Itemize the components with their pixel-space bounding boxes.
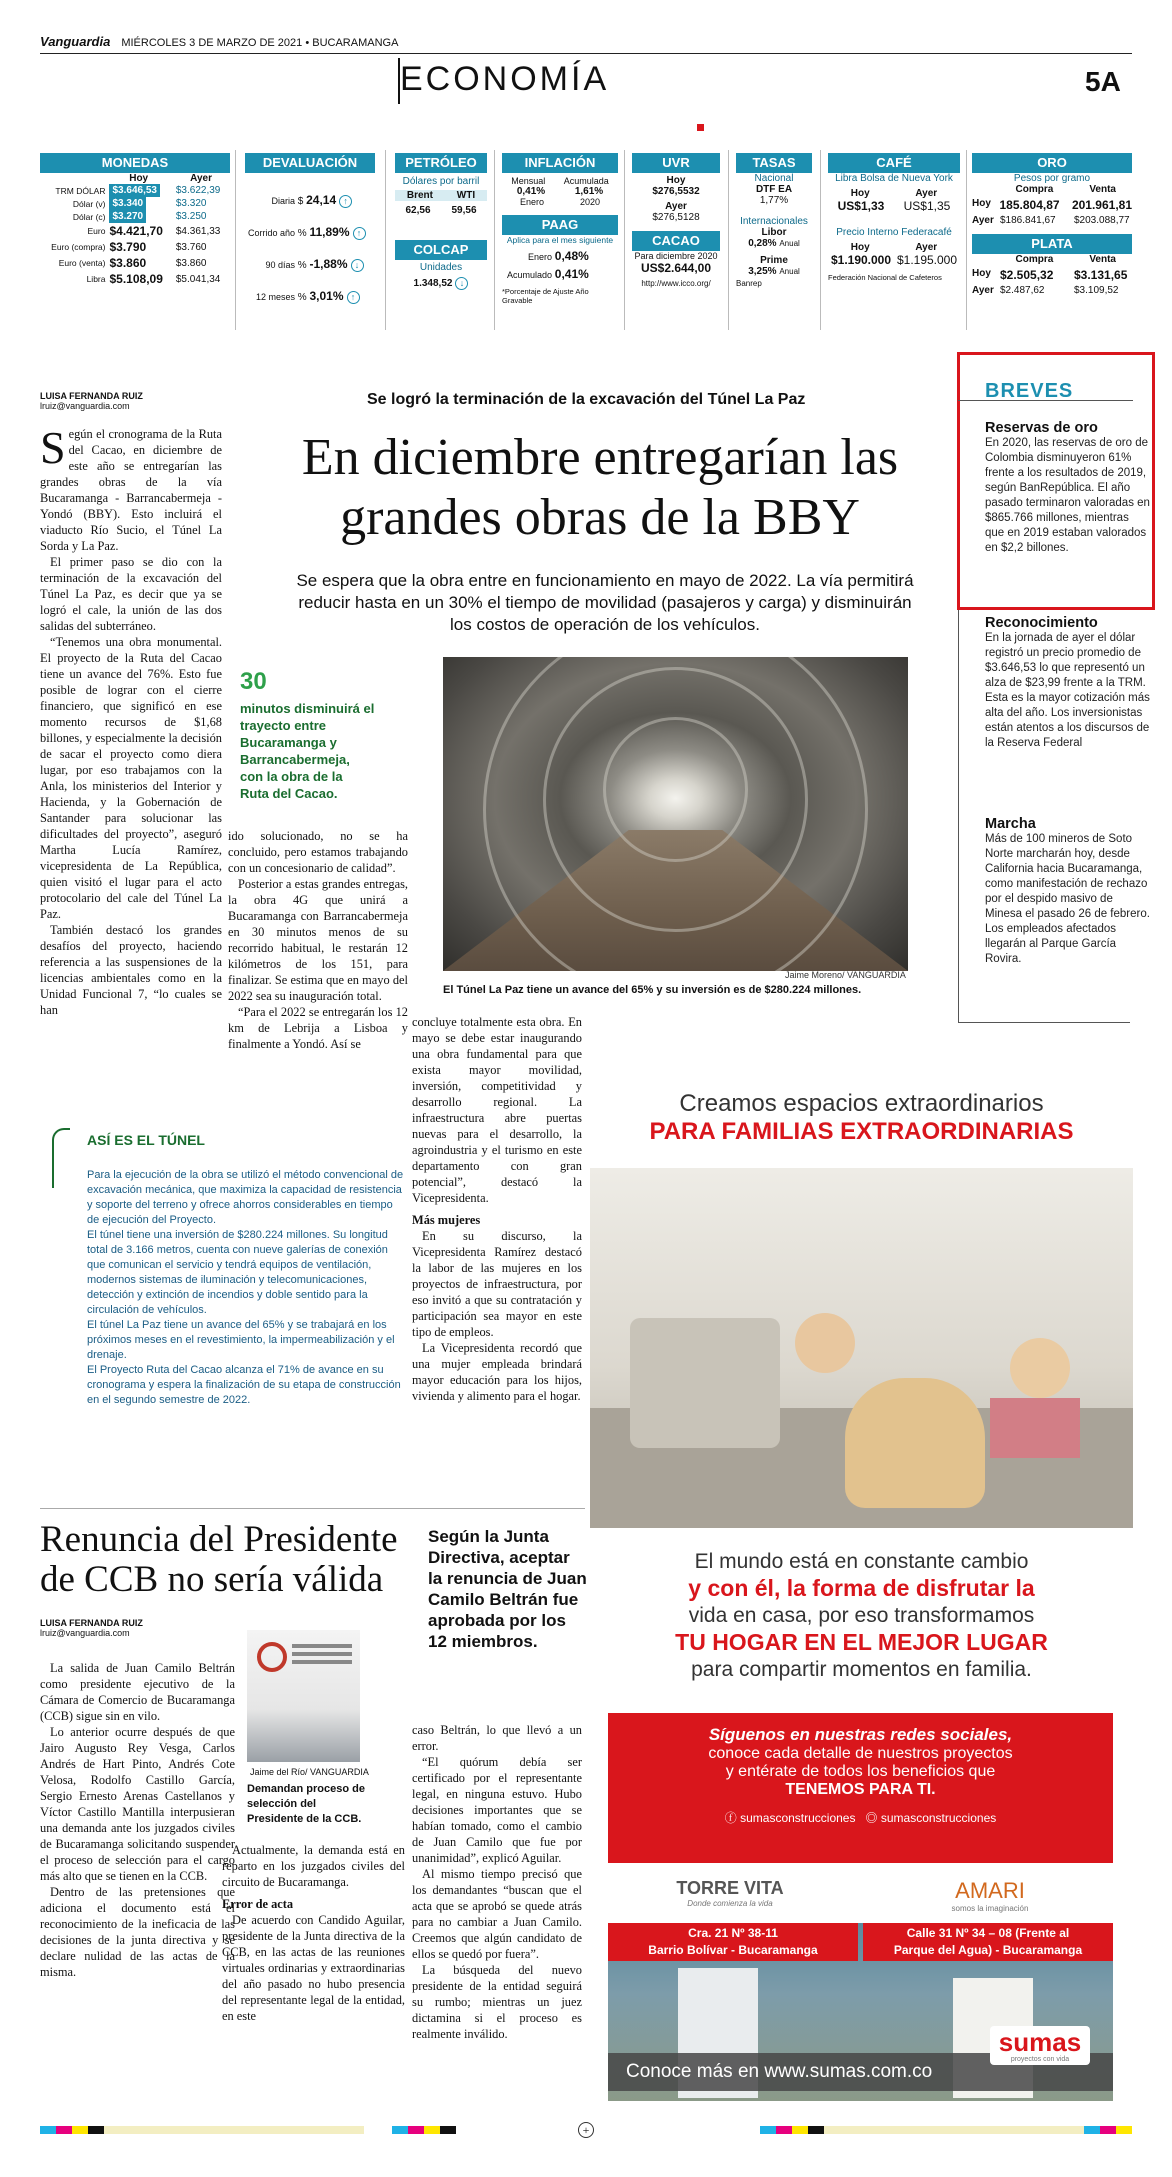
photo-caption: El Túnel La Paz tiene un avance del 65% y su inversión es de $280.224 millones. (443, 984, 862, 996)
color-bar (56, 2126, 72, 2134)
inflacion-header: INFLACIÓN (502, 153, 618, 173)
color-bar (824, 2126, 1084, 2134)
ad-social-banner: Síguenos en nuestras redes sociales, conoce cada detalle de nuestros proyectos y entérate de todos los beneficios que TENEMOS PARA TI. ⓕ sumasconstrucciones ◎ sumasconstrucciones (608, 1713, 1113, 1863)
devaluacion-header: DEVALUACIÓN (245, 153, 375, 173)
brand-torre-vita: TORRE VITA Donde comienza la vida (676, 1878, 784, 1908)
article2-headline: Renuncia del Presidente de CCB no sería válida (40, 1519, 398, 1600)
subtitle: Error de acta (222, 1897, 294, 1911)
inflacion-table: INFLACIÓN Mensual Acumulada 0,41% 1,61% Enero 2020 PAAG Aplica para el mes siguiente Enero 0,48% Acumulado 0,41% *Porcentaje de Ajuste Año Gravable (502, 153, 618, 305)
sumas-logo: sumas proyectos con vida (990, 2026, 1090, 2065)
color-bar (792, 2126, 808, 2134)
column-divider (624, 150, 625, 330)
page-number: 5A (1085, 66, 1121, 97)
column-divider (820, 150, 821, 330)
drop-cap: S (40, 422, 66, 473)
ad-headline: Creamos espacios extraordinarios (679, 1090, 1044, 1117)
oro-table: ORO Pesos por gramo Compra Venta Hoy 185.804,87 201.961,81 Ayer $186.841,67 $203.088,77 PLATA Compra Venta Hoy $2.505,32 $3.131,65 Ayer $2.487,62 $3.109,52 (972, 155, 1132, 296)
table-row: Euro (venta) $3.860 $3.860 (58, 256, 207, 270)
monedas-table (40, 153, 230, 287)
breves-bottom-rule (958, 1022, 1130, 1023)
cafe-header: CAFÉ (828, 153, 960, 173)
sidebar-title: ASÍ ES EL TÚNEL (87, 1132, 205, 1148)
tunnel-ring (483, 657, 868, 971)
tunnel-photo (443, 657, 908, 971)
cafe-table: CAFÉ Libra Bolsa de Nueva York Hoy Ayer US$1,33 US$1,35 Precio Interno Federacafé Hoy Ayer $1.190.000 $1.195.000 Federación Nacional de Cafeteros (828, 153, 960, 282)
photo-caption: Demandan proceso de selección del Presidente de la CCB. (247, 1783, 365, 1825)
column-divider (966, 150, 967, 330)
uvr-header: UVR (632, 153, 720, 173)
color-bar (72, 2126, 88, 2134)
uvr-table: UVR Hoy $276,5532 Ayer $276,5128 CACAO Para diciembre 2020 US$2.644,00 http://www.icco.org/ (632, 153, 720, 288)
brief-item: Marcha Más de 100 mineros de Soto Norte marcharán hoy, desde California hacia Bucaramanga, como manifestación de rechazo por el despido masivo de Minesa el pasado 26 de febrero. Los empleados afectados llegarán al Parque García Rovira. (985, 816, 1150, 965)
article-column-2: ido solucionado, no se ha concluido, pero estamos trabajando con un concesionario de calidad”. Posterior a estas grandes entregas, la obra 4G que unirá a Bucaramanga con Barrancabermeja en 30 minutos menos de su recorrido habitual, le restarán 12 kilómetros de los 151, para finalizar. Se estima que en mayo del 2022 sea su inauguración total. “Para el 2022 se entregarán los 12 km de Lebrija a Lisboa y finalmente a Yondó. Así se (228, 829, 408, 1051)
decorative-dot (697, 124, 704, 131)
social-instagram[interactable]: sumasconstrucciones (880, 1811, 997, 1825)
color-bar (104, 2126, 364, 2134)
article2-column-1: La salida de Juan Camilo Beltrán como presidente ejecutivo de la Cámara de Comercio de Bucaramanga (CCB) sigue sin en vilo. Lo anterior ocurre después de que Jairo Augusto Rey Vesga, Carlos Andrés de Hart Pinto, Andrés Cote Velosa, Rodolfo Castillo García, Sergio Ernesto Arenas Castellanos y Víctor Castillo Mantilla interpusieran una demanda ante los juzgados civiles de Bucaramanga solicitando suspender el proceso de selección para el cargo más alto que se tienen en la CCB. Dentro de las pretensiones que adiciona el documento está el reconocimiento de la ineficacia de las decisiones de la junta directiva y se declare nulidad de las actas de la misma. (40, 1661, 235, 1979)
cacao-header: CACAO (632, 231, 720, 251)
arrow-down-icon: ↓ (351, 259, 364, 272)
stat-number: 30 (240, 668, 267, 695)
breves-title: BREVES (985, 380, 1074, 402)
column-divider (385, 150, 386, 330)
colcap-header: COLCAP (395, 240, 487, 260)
column-divider (494, 150, 495, 330)
table-row: Libra $5.108,09 $5.041,34 (86, 272, 221, 286)
color-bar (760, 2126, 776, 2134)
paag-header: PAAG (502, 215, 618, 235)
article2-column-2: Actualmente, la demanda está en reparto en los juzgados civiles del circuito de Bucaramanga. Error de acta De acuerdo con Candido Aguilar, presidente de la Junta directiva de la CCB, en las actas de las reuniones virtuales ordinarias y extraordinarias del año pasado no hubo presencia del representante legal de la entidad, en este (222, 1843, 405, 2023)
byline: LUISA FERNANDA RUIZ lruiz@vanguardia.com (40, 391, 143, 411)
color-bar (1084, 2126, 1100, 2134)
monedas-header: MONEDAS (40, 153, 230, 173)
address-1: Cra. 21 Nº 38-11 Barrio Bolívar - Bucaramanga (608, 1923, 858, 1961)
color-bar (808, 2126, 824, 2134)
section-rule (40, 1508, 585, 1509)
table-row: Dólar (c) $3.270 $3.250 (72, 211, 207, 222)
photo-credit: Jaime del Río/ VANGUARDIA (250, 1767, 369, 1777)
color-bar (392, 2126, 408, 2134)
table-row: Dólar (v) $3.340 $3.320 (72, 198, 207, 209)
monedas-rows (40, 184, 230, 287)
article2-column-3: caso Beltrán, lo que llevó a un error. “El quórum debía ser certificado por el representante legal, en ninguna estuvo. Hubo decisiones importantes que se habían tomado, como el cambio de Juan Camilo que fue por unanimidad”, explicó Aguilar. Al mismo tiempo precisó que los demandantes “buscan que el acta que se aprobó se quede atrás para no cambiar a Juan Camilo. Creemos que algún candidato de ellos se quedó por fuera”. La búsqueda del nuevo presidente de la entidad seguirá su rumbo; mientras un juez dictamina si el proceso es realmente inválido. (412, 1723, 582, 2041)
table-row: Euro (compra) $3.790 $3.760 (51, 240, 207, 254)
arrow-down-icon: ↓ (455, 277, 468, 290)
article-headline: En diciembre entregarían las grandes obras de la BBY (301, 429, 899, 546)
ad-child (795, 1313, 855, 1373)
sidebar-bracket (52, 1128, 70, 1188)
color-bar (424, 2126, 440, 2134)
color-bar (776, 2126, 792, 2134)
arrow-up-icon: ↑ (353, 227, 366, 240)
petroleo-header: PETRÓLEO (395, 153, 487, 173)
registration-mark-icon: + (578, 2122, 594, 2138)
subtitle: Más mujeres (412, 1213, 481, 1227)
ccb-sign (292, 1652, 352, 1656)
newspaper-brand: Vanguardia (40, 34, 111, 49)
table-row: TRM DÓLAR $3.646,53 $3.622,39 (55, 185, 221, 196)
plata-header: PLATA (972, 234, 1132, 254)
ad-family-photo (590, 1168, 1133, 1528)
article-column-1: S egún el cronograma de la Ruta del Cacao, en diciembre de este año se entregarían las grandes obras de la vía Bucaramanga - Barrancabermeja - Yondó (BBY). Esto incluirá el viaducto Río Sucio, el Túnel La Sorda y La Paz. El primer paso se dio con la terminación de la excavación del Túnel La Paz, es decir que ya se logró el cale, la unión de las dos salidas del subterráneo. “Tenemos una obra monumental. El proyecto de la Ruta del Cacao tiene un avance del 76%. Esto fue posible de lograr con el cierre financiero, que significó en ese momento recursos de $1,68 billones, y especialmente la decisión de sacar el proyecto como diera lugar, por eso trabajamos con la Anla, los ministerios del Interior y Hacienda, y la Gobernación de Santander para solucionar las dificultades del proyecto”, aseguró Martha Lucía Ramírez, vicepresidenta de La República, quien visitó el lugar para el acto protocolario del cale del Túnel La Paz. También destacó los grandes desafíos del proyecto, haciendo referencia a las suspensiones de la licencias ambientales como en la Unidad Funcional 7, “lo cuales se han (40, 422, 222, 1017)
sidebar-body: Para la ejecución de la obra se utilizó el método convencional de excavación mecánica, que maximiza la capacidad de resistencia y soporte del terreno y ofrece ahorros considerables en tiempo de ejecución del Proyecto. El túnel tiene una inversión de $280.224 millones. Su longitud total de 3.166 metros, cuenta con nueve galerías de conexión que comunican el servicio y tendrá equipos de ventilación, modernos sistemas de iluminación y telecomunicaciones, detección y extinción de incendios y doble sentido para la circulación de vehículos. El túnel La Paz tiene un avance del 65% y se trabajará en los próximos meses en el revestimiento, la impermeabilización y el drenaje. El Proyecto Ruta del Cacao alcanza el 71% de avance en su cronograma y espera la finalización de su etapa de construcción en el segundo semestre de 2022. (87, 1169, 404, 1406)
ccb-logo (257, 1642, 287, 1672)
column-divider (728, 150, 729, 330)
monedas-col-hoy: Hoy (129, 173, 149, 184)
arrow-up-icon: ↑ (339, 195, 352, 208)
facebook-icon: ⓕ (724, 1811, 737, 1825)
color-bar (1116, 2126, 1132, 2134)
brand-amari: AMARI somos la imaginación (951, 1878, 1029, 1913)
arrow-up-icon: ↑ (347, 291, 360, 304)
color-bar (408, 2126, 424, 2134)
oro-header: ORO (972, 153, 1132, 173)
devaluacion-row: Corrido año % 11,89% ↑ (245, 217, 375, 249)
table-row: Euro $4.421,70 $4.361,33 (87, 224, 221, 238)
color-bar (440, 2126, 456, 2134)
tasas-header: TASAS (736, 153, 812, 173)
ad-sofa (630, 1318, 780, 1448)
ad-dog (845, 1378, 985, 1508)
brief-item: Reservas de oro En 2020, las reservas de oro de Colombia disminuyeron 61% frente a los resultados de 2019, según BanRepública. El año pasado terminaron valoradas en $865.766 millones, mientras que en 2019 estaban valorados en $2,2 billones. (985, 420, 1150, 554)
ccb-sign (292, 1660, 352, 1664)
ccb-building-photo (247, 1630, 360, 1762)
advertisement[interactable] (590, 1068, 1133, 2088)
ad-message: El mundo está en constante cambio y con él, la forma de disfrutar la vida en casa, por eso transformamos TU HOGAR EN EL MEJOR LUGAR para compartir momentos en familia. (675, 1550, 1048, 1681)
section-title: ECONOMÍA (400, 60, 610, 98)
column-divider (235, 150, 236, 330)
ad-child (1010, 1338, 1070, 1398)
address-2: Calle 31 Nº 34 – 08 (Frente al Parque del Agua) - Bucaramanga (863, 1923, 1113, 1961)
ad-subheadline: PARA FAMILIAS EXTRAORDINARIAS (649, 1118, 1074, 1145)
monedas-col-ayer: Ayer (190, 173, 212, 184)
edition-date: MIÉRCOLES 3 DE MARZO DE 2021 • BUCARAMANGA (121, 37, 399, 49)
article-column-3: concluye totalmente esta obra. En mayo se debe estar inaugurando una obra fundamental para que exista mayor movilidad, inversión, competitividad y desarrollo regional. La infraestructura abre puertas nuevas para el desarrollo, la agroindustria y el turismo en este departamento con gran potencial”, destacó la Vicepresidenta. Más mujeres En su discurso, la Vicepresidenta Ramírez destacó la labor de las mujeres en los proyectos de infraestructura, por eso invitó a que su contratación y participación sea mayor en este tipo de empleos. La Vicepresidenta recordó que una mujer empleada brindará mayor educación para los hijos, vivienda y alimento para el hogar. (412, 1015, 582, 1403)
instagram-icon: ◎ (865, 1811, 878, 1825)
color-bar (88, 2126, 104, 2134)
devaluacion-table (245, 153, 375, 313)
ad-book (990, 1398, 1080, 1458)
photo-credit: Jaime Moreno/ VANGUARDIA (785, 970, 906, 980)
color-bar (40, 2126, 56, 2134)
stat-text: minutos disminuirá el trayecto entre Bucaramanga y Barrancabermeja, con la obra de la Ruta del Cacao. (240, 701, 375, 801)
social-facebook[interactable]: sumasconstrucciones (740, 1811, 856, 1825)
petroleo-table: PETRÓLEO Dólares por barril Brent WTI 62,56 59,56 COLCAP Unidades 1.348,52 ↓ (395, 153, 487, 290)
article-kicker: Se logró la terminación de la excavación del Túnel La Paz (367, 391, 806, 408)
devaluacion-row: Diaria $ 24,14 ↑ (245, 185, 375, 217)
tasas-table: TASAS Nacional DTF EA 1,77% Internacionales Libor 0,28% Anual Prime 3,25% Anual Banrep (736, 153, 812, 288)
color-bar (1100, 2126, 1116, 2134)
devaluacion-row: 90 días % -1,88% ↓ (245, 249, 375, 281)
article-subhead: Se espera que la obra entre en funcionamiento en mayo de 2022. La vía permitirá reducir hasta en un 30% el tiempo de movilidad (pasajeros y carga) y disminuirán los costos de operación de los vehículos. (296, 571, 914, 634)
devaluacion-row: 12 meses % 3,01% ↑ (245, 281, 375, 313)
article2-deck: Según la Junta Directiva, aceptar la renuncia de Juan Camilo Beltrán fue aprobada por los 12 miembros. (428, 1527, 587, 1651)
brief-item: Reconocimiento En la jornada de ayer el dólar registró un precio promedio de $3.646,53 lo que representó un alza de $23,99 frente a la TRM. Esta es la mayor cotización más alta del año. Los inversionistas están atentos a los discursos de la Reserva Federal (985, 615, 1150, 749)
byline: LUISA FERNANDA RUIZ lruiz@vanguardia.com (40, 1618, 143, 1638)
masthead (40, 34, 1132, 54)
ccb-sign (292, 1644, 352, 1648)
ad-website-link[interactable]: Conoce más en www.sumas.com.co (608, 2053, 1113, 2091)
